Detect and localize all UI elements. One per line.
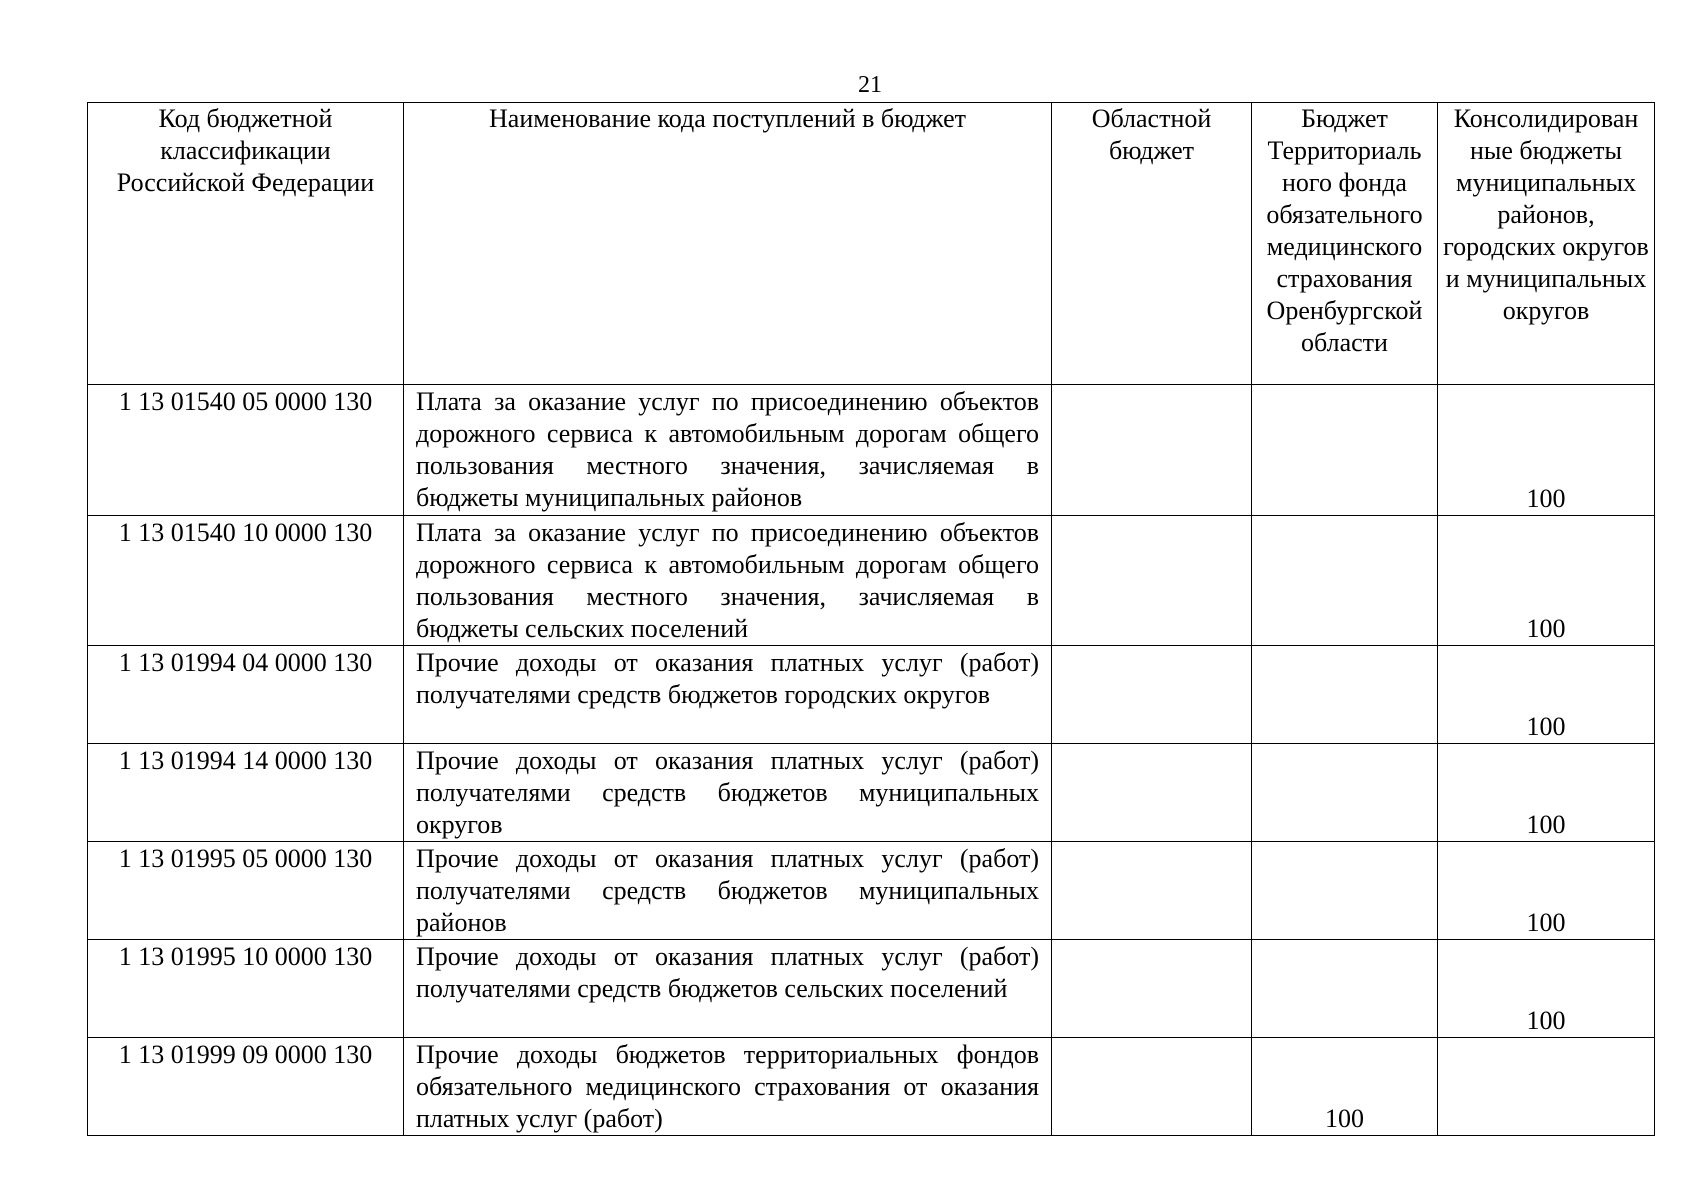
row-consolidated: 100: [1438, 940, 1655, 1038]
row-code: 1 13 01994 14 0000 130: [88, 744, 404, 842]
row-regional: [1052, 646, 1252, 744]
row-tfoms: [1252, 842, 1438, 940]
table-row: [88, 385, 1655, 516]
header-consolidated-budgets: Консолидирован ные бюджеты муниципальных районов, городских округов и муниципальных округов: [1438, 103, 1655, 385]
row-tfoms: [1252, 516, 1438, 646]
row-code: 1 13 01540 10 0000 130: [88, 516, 404, 646]
table-row: [88, 1038, 1655, 1136]
header-regional-budget: Областной бюджет: [1052, 103, 1252, 385]
row-consolidated: 100: [1438, 516, 1655, 646]
row-consolidated: 100: [1438, 385, 1655, 516]
budget-classification-table: [87, 102, 1655, 1136]
table-row: [88, 940, 1655, 1038]
row-name: Прочие доходы бюджетов территориальных фондов обязательного медицинского страхования от оказания платных услуг (работ): [404, 1038, 1052, 1136]
table-row: [88, 842, 1655, 940]
row-tfoms: 100: [1252, 1038, 1438, 1136]
page-number: 21: [858, 72, 882, 98]
row-tfoms: [1252, 385, 1438, 516]
table-row: [88, 646, 1655, 744]
row-code: 1 13 01994 04 0000 130: [88, 646, 404, 744]
table-row: [88, 516, 1655, 646]
header-code: Код бюджетной классификации Российской Федерации: [88, 103, 404, 385]
row-name: Плата за оказание услуг по присоединению объектов дорожного сервиса к автомобильным дорогам общего пользования местного значения, зачисляемая в бюджеты сельских поселений: [404, 516, 1052, 646]
row-code: 1 13 01995 05 0000 130: [88, 842, 404, 940]
row-regional: [1052, 940, 1252, 1038]
row-name: Плата за оказание услуг по присоединению объектов дорожного сервиса к автомобильным дорогам общего пользования местного значения, зачисляемая в бюджеты муниципальных районов: [404, 385, 1052, 516]
row-consolidated: [1438, 1038, 1655, 1136]
row-code: 1 13 01540 05 0000 130: [88, 385, 404, 516]
row-consolidated: 100: [1438, 646, 1655, 744]
row-regional: [1052, 1038, 1252, 1136]
header-name: Наименование кода поступлений в бюджет: [404, 103, 1052, 385]
table-header-row: [88, 103, 1655, 385]
row-consolidated: 100: [1438, 744, 1655, 842]
row-consolidated: 100: [1438, 842, 1655, 940]
row-regional: [1052, 842, 1252, 940]
row-name: Прочие доходы от оказания платных услуг (работ) получателями средств бюджетов городских округов: [404, 646, 1052, 744]
row-code: 1 13 01999 09 0000 130: [88, 1038, 404, 1136]
row-regional: [1052, 744, 1252, 842]
row-name: Прочие доходы от оказания платных услуг (работ) получателями средств бюджетов сельских поселений: [404, 940, 1052, 1038]
row-regional: [1052, 516, 1252, 646]
row-name: Прочие доходы от оказания платных услуг (работ) получателями средств бюджетов муниципальных районов: [404, 842, 1052, 940]
table-row: [88, 744, 1655, 842]
header-tfoms-budget: Бюджет Территориаль ного фонда обязательного медицинского страхования Оренбургской области: [1252, 103, 1438, 385]
row-tfoms: [1252, 940, 1438, 1038]
row-regional: [1052, 385, 1252, 516]
row-code: 1 13 01995 10 0000 130: [88, 940, 404, 1038]
row-name: Прочие доходы от оказания платных услуг (работ) получателями средств бюджетов муниципальных округов: [404, 744, 1052, 842]
row-tfoms: [1252, 646, 1438, 744]
row-tfoms: [1252, 744, 1438, 842]
